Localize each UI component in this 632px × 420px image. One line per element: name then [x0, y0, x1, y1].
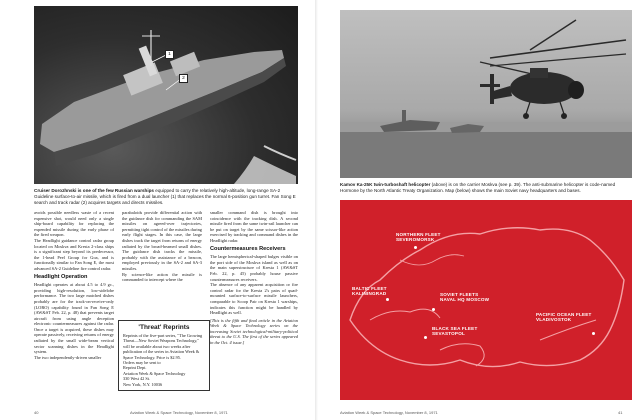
cruiser-illustration	[34, 6, 298, 184]
map-label-baltic-fleet: BALTIC FLEET KALININGRAD	[352, 286, 387, 297]
reprints-address-line: New York, N.Y. 10036	[123, 381, 163, 387]
map-marker	[424, 336, 427, 339]
left-footer-text: Aviation Week & Space Technology, November 8, 1971	[130, 410, 228, 415]
col3-paragraph-3: The absence of any apparent acquisition or fire control radar for the Kresta 2's pairs of quad-mounted surface-to-surface missile launchers, comparable to Scoop Pair on Kresta 1 warships, indicates this function might be handled by Headlight as well.	[210, 282, 298, 316]
cruiser-photo	[34, 6, 298, 184]
reprints-box	[118, 320, 210, 391]
cruiser-caption	[34, 188, 298, 206]
reprints-text: Reprints of the five-part series, "The Growing Threat—New Soviet Weapons Technology," will be available about two weeks after publication of the series in Aviation Week & Space Technology. Price is $2.95.	[123, 333, 203, 360]
map-label-black-sea-fleet: BLACK SEA FLEET SEVASTOPOL	[432, 326, 478, 337]
col1-paragraph-3: Headlight operates at about 4.5 to 4.9 gc., providing high-resolution, low-sidelobe performance. The two large matched dishes probably are for the track-on-receive-only (LORO) capability found in Fan Song E (AW&ST Feb. 22, p. 48) that prevents target aircraft from using angle deception electronic countermeasures against the radar. Once a target is acquired, these dishes may operate passively, receiving returns of energy radiated by the small wide-beam vertical sector scanning dishes in the Headlight system.	[34, 282, 114, 355]
right-page	[318, 0, 632, 420]
helicopter-caption	[340, 182, 632, 194]
map-label-pacific-fleet: PACIFIC OCEAN FLEET VLADIVOSTOK	[536, 312, 592, 323]
map-label-northern-fleet: NORTHERN FLEET SEVEROMORSK	[396, 232, 441, 243]
col1-paragraph-2: The Headlight guidance control radar group located on Moskva and Kresta 2-class ships is a significant step beyond its predecessor, the 1-head Peel Group for Goa, and is functionally similar to Fan Song E, the most advanced SA-2 Guideline fire control radar.	[34, 237, 114, 271]
col2-paragraph-2: By science-like action the missile is commanded to intercept where the	[122, 271, 202, 283]
col2-paragraph-1: parabaloids provide differential action with the guidance dish for commanding the SAM missiles on agreed-over trajectories, permitting tight control of the missiles during early flight stages. In this case, the large dishes track the target from returns of energy radiated by the broad-beamed small dishes. The guidance dish tracks the missile, probably with the assistance of a beacon, employed previously in the SA-2 and SA-3 missiles.	[122, 210, 202, 271]
article-column-2	[122, 210, 202, 283]
heading-countermeasures-receivers: Countermeasures Receivers	[210, 245, 286, 252]
left-page-number: 40	[34, 410, 39, 415]
helicopter-caption-lead: Kamov Ka-25K twin-turboshaft helicopter	[340, 182, 431, 187]
article-column-3	[210, 210, 298, 346]
right-page-number: 41	[618, 410, 623, 415]
col1-paragraph-4: The two independently-driven smaller	[34, 354, 102, 360]
reprints-title: 'Threat' Reprints	[138, 324, 190, 331]
col3-paragraph-1: smaller command dish is brought into coincidence with the tracking dish. A second missile fired from the same twin-rail launcher can be put on target by the same scissor-like action exercised by tracking and command dishes in the Headlight radar.	[210, 210, 298, 243]
reprints-address-line: 330 West 42 St.	[123, 376, 151, 382]
map-marker	[592, 332, 595, 335]
series-note: [This is the fifth and final article in the Aviation Week & Space Technology series on the increasing Soviet technological-military-political threat to the U.S. The first of the series appeared in the Oct. 4 issue.]	[210, 317, 298, 346]
reprints-address-line: Aviation Week & Space Technology	[123, 370, 186, 376]
right-footer-text: Aviation Week & Space Technology, November 8, 1971	[340, 410, 438, 415]
map-marker	[414, 246, 417, 249]
reprints-order-line: Orders may be sent to	[123, 360, 161, 366]
heading-headlight-operation: Headlight Operation	[34, 273, 88, 280]
callout-2: 2	[179, 74, 188, 83]
map-marker	[432, 308, 435, 311]
soviet-fleet-map	[340, 200, 632, 400]
col3-paragraph-2: The large hemispherical-shaped bulges visible on the port side of the Moskva island as well as on the main superstructure of Kresta 1 (AW&ST Feb. 22, p. 45) probably house passive countermeasures receivers.	[210, 254, 298, 282]
reprints-address-line: Reprint Dept.	[123, 365, 147, 371]
article-column-1	[34, 210, 114, 360]
reprints-body	[123, 333, 205, 387]
callout-1: 1	[165, 50, 174, 59]
cruiser-caption-lead: Cruiser Dorozhnski is one of the few Russian warships	[34, 188, 154, 193]
col1-paragraph-1: avoids possible needless waste of a recent expensive shot, would need only a single ship-board capability for replacing the expended missile during the early phase of the fired weapon.	[34, 210, 114, 238]
map-marker	[386, 298, 389, 301]
helicopter-caption-text: (above) is on the carrier Moskva (see p. 39). The anti-submarine helicopter is code-named Hormone by the North Atlantic Treaty Organization. Map (below) shows the main Soviet navy headquarters and bases.	[340, 182, 616, 193]
map-label-naval-hq: SOVIET FLEETS NAVAL HQ MOSCOW	[440, 292, 490, 303]
cruiser-caption-text: equipped to carry the relatively high-altitude, long-range SA-2 Guideline surface-to-air missile, which is fired from a dual launcher (1) that replaces the normal 6-position gun turret. Fan Song E search and track radar (2) acquires targets and directs missiles.	[34, 188, 296, 205]
helicopter-photo	[340, 10, 632, 178]
helicopter-illustration	[340, 10, 632, 178]
